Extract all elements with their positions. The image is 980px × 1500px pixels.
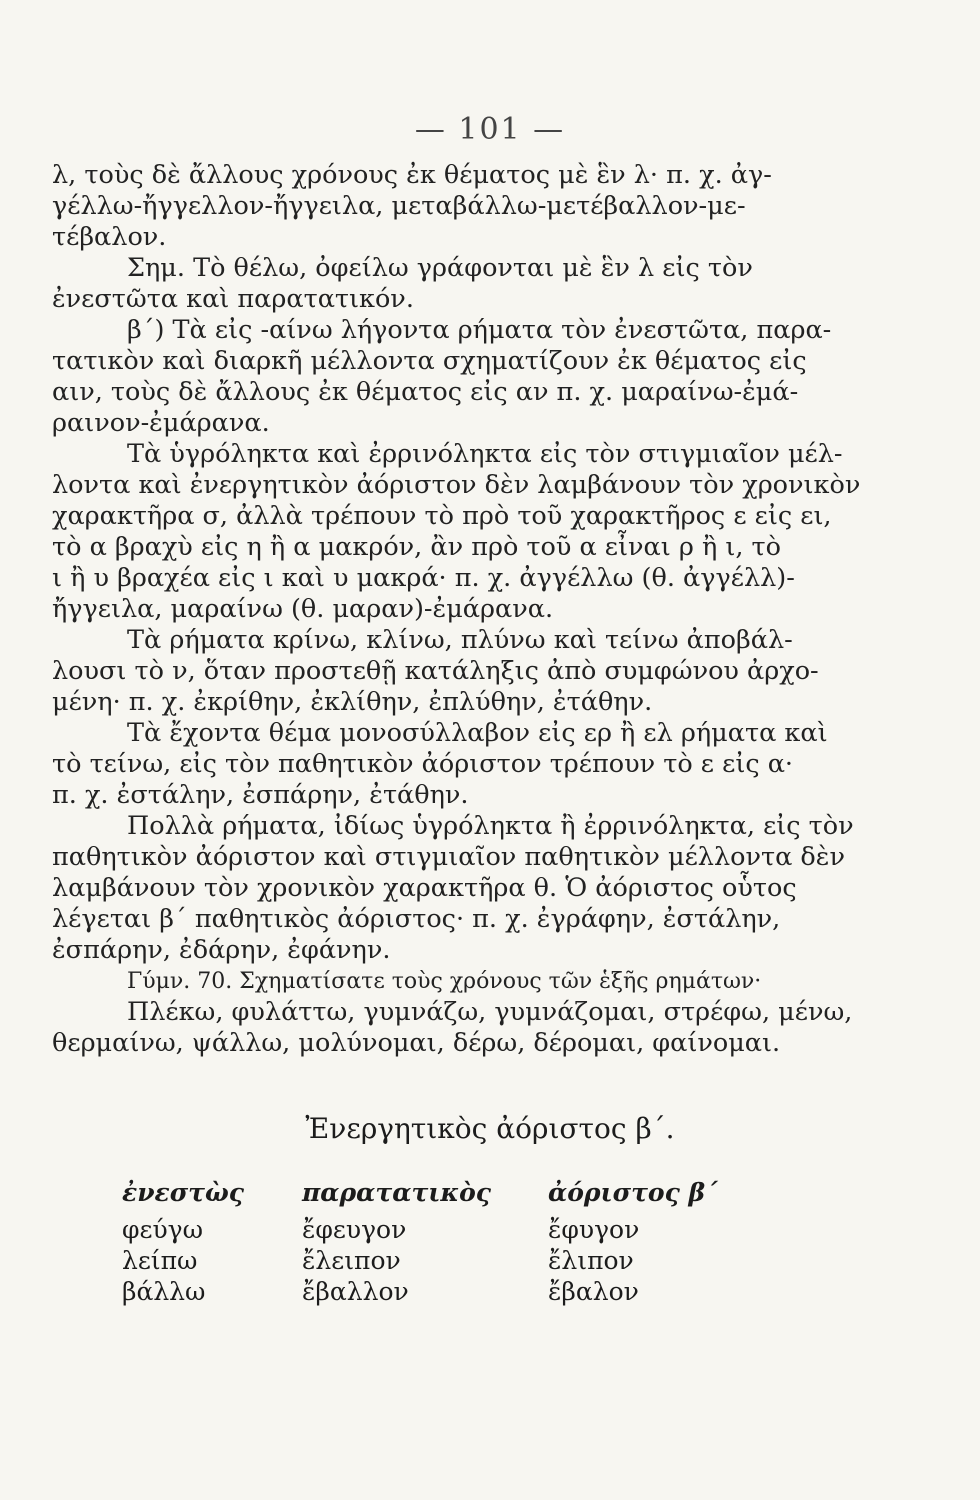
- text-line: λαμβάνουν τὸν χρονικὸν χαρακτῆρα θ. Ὁ ἀόριστος οὗτος: [52, 873, 797, 903]
- text-line: παθητικὸν ἀόριστον καὶ στιγμιαῖον παθητικὸν μέλλοντα δὲν: [52, 842, 845, 872]
- column-imperfect: [302, 1178, 491, 1307]
- section-heading: Ἐνεργητικὸς ἀόριστος β΄.: [305, 1112, 675, 1145]
- body-text: [52, 160, 861, 1059]
- table-cell: ἔβαλλον: [302, 1277, 409, 1306]
- table-cell: ἔφευγον: [302, 1215, 407, 1244]
- column-header: ἐνεστὼς: [122, 1178, 245, 1207]
- table-cell: ἔφυγον: [548, 1215, 640, 1244]
- text-line: ἐνεστῶτα καὶ παρατατικόν.: [52, 284, 414, 314]
- column-aorist: [548, 1178, 718, 1307]
- column-present: [122, 1178, 244, 1307]
- table-cell: φεύγω: [122, 1215, 203, 1244]
- text-line: Τὰ ὑγρόληκτα καὶ ἐρρινόληκτα εἰς τὸν στιγμιαῖον μέλ-: [127, 439, 843, 469]
- text-line: Τὰ ἔχοντα θέμα μονοσύλλαβον εἰς ερ ἢ ελ ρήματα καὶ: [127, 718, 828, 748]
- text-line: τὸ τείνω, εἰς τὸν παθητικὸν ἀόριστον τρέπουν τὸ ε εἰς α·: [52, 749, 794, 779]
- text-line: Τὰ ρήματα κρίνω, κλίνω, πλύνω καὶ τείνω ἀποβάλ-: [127, 625, 793, 655]
- text-line: ἤγγειλα, μαραίνω (θ. μαραν)-ἐμάρανα.: [52, 594, 554, 624]
- text-line: λέγεται β΄ παθητικὸς ἀόριστος· π. χ. ἐγράφην, ἐστάλην,: [52, 904, 781, 934]
- column-header: ἀόριστος β΄: [548, 1178, 718, 1207]
- text-line: χαρακτῆρα σ, ἀλλὰ τρέπουν τὸ πρὸ τοῦ χαρακτῆρος ε εἰς ει,: [52, 501, 832, 531]
- text-line: Πολλὰ ρήματα, ἰδίως ὑγρόληκτα ἢ ἐρρινόληκτα, εἰς τὸν: [127, 811, 854, 841]
- text-line: ραινον-ἐμάρανα.: [52, 408, 270, 438]
- text-line: αιν, τοὺς δὲ ἄλλους ἐκ θέματος εἰς αν π. χ. μαραίνω-ἐμά-: [52, 377, 799, 407]
- text-line: τὸ α βραχὺ εἰς η ἢ α μακρόν, ἂν πρὸ τοῦ α εἶναι ρ ἢ ι, τὸ: [52, 532, 781, 562]
- text-line: β΄) Τὰ εἰς -αίνω λήγοντα ρήματα τὸν ἐνεστῶτα, παρα-: [127, 315, 832, 345]
- page-number: — 101 —: [414, 112, 566, 147]
- text-line: γέλλω-ἤγγελλον-ἤγγειλα, μεταβάλλω-μετέβαλλον-με-: [52, 191, 746, 221]
- text-line: π. χ. ἐστάλην, ἐσπάρην, ἐτάθην.: [52, 780, 469, 810]
- text-line: τατικὸν καὶ διαρκῆ μέλλοντα σχηματίζουν ἐκ θέματος εἰς: [52, 346, 807, 376]
- text-line: λ, τοὺς δὲ ἄλλους χρόνους ἐκ θέματος μὲ ἓν λ· π. χ. ἀγ-: [52, 160, 772, 190]
- text-line: λουσι τὸ ν, ὅταν προστεθῇ κατάληξις ἀπὸ συμφώνου ἀρχο-: [52, 656, 819, 686]
- table-cell: ἔβαλον: [548, 1277, 639, 1306]
- column-header: παρατατικὸς: [302, 1178, 492, 1207]
- text-line: τέβαλον.: [52, 222, 167, 252]
- text-line: ἐσπάρην, ἐδάρην, ἐφάνην.: [52, 935, 391, 965]
- text-line: θερμαίνω, ψάλλω, μολύνομαι, δέρω, δέρομαι, φαίνομαι.: [52, 1028, 781, 1058]
- text-line: λοντα καὶ ἐνεργητικὸν ἀόριστον δὲν λαμβάνουν τὸν χρονικὸν: [52, 470, 861, 500]
- text-line: ι ἢ υ βραχέα εἰς ι καὶ υ μακρά· π. χ. ἀγγέλλω (θ. ἀγγέλλ)-: [52, 563, 795, 593]
- table-cell: βάλλω: [122, 1277, 206, 1306]
- text-line: Πλέκω, φυλάττω, γυμνάζω, γυμνάζομαι, στρέφω, μένω,: [127, 997, 853, 1027]
- table-cell: ἔλιπον: [548, 1246, 634, 1275]
- table-cell: ἔλειπον: [302, 1246, 401, 1275]
- text-line: μένη· π. χ. ἐκρίθην, ἐκλίθην, ἐπλύθην, ἐτάθην.: [52, 687, 653, 717]
- text-line: Γύμν. 70. Σχηματίσατε τοὺς χρόνους τῶν ἑξῆς ρημάτων·: [127, 969, 762, 994]
- table-cell: λείπω: [122, 1246, 198, 1275]
- text-line: Σημ. Τὸ θέλω, ὀφείλω γράφονται μὲ ἓν λ εἰς τὸν: [127, 253, 753, 283]
